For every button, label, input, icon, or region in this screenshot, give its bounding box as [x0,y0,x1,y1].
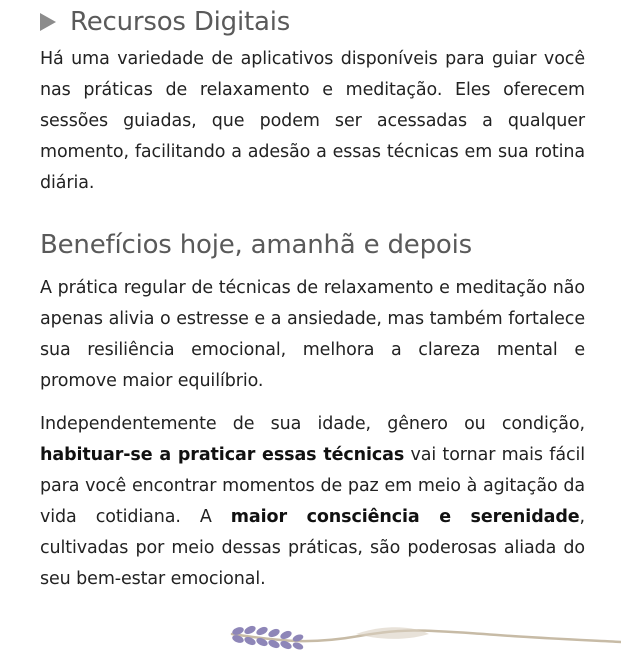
section-heading-recursos [40,4,290,40]
text-run: Independentemente de sua idade, gênero ou condição, [40,414,585,434]
section-paragraph: Há uma variedade de aplicativos disponíveis para guiar você nas práticas de relaxamento e meditação. Eles oferecem sessões guiadas, que podem ser acessadas a qualquer momento, facilitando a adesão a essas técnicas em sua rotina diária. [40,49,585,193]
section-title: Recursos Digitais [70,7,291,37]
leaf [356,627,429,639]
bold-phrase: habituar-se a praticar essas técnicas [40,445,405,465]
bullet-triangle-icon [40,13,56,31]
benefits-paragraph-2 [40,409,585,595]
section-title-beneficios: Benefícios hoje, amanhã e depois [40,230,472,260]
text-run: , cultivadas por meio dessas práticas, são poderosas aliada do seu bem-estar emocional. [40,507,585,589]
lavender-sprig-icon [224,614,621,664]
bold-phrase: maior consciência e serenidade [230,507,580,527]
text-run: vai tornar mais fácil para você encontrar momentos de paz em meio à agitação da vida cotidiana. A [40,445,585,527]
benefits-paragraph-1: A prática regular de técnicas de relaxamento e meditação não apenas alivia o estresse e a ansiedade, mas também fortalece sua resiliência emocional, melhora a clareza mental e promove maior equilíbrio. [40,278,585,391]
